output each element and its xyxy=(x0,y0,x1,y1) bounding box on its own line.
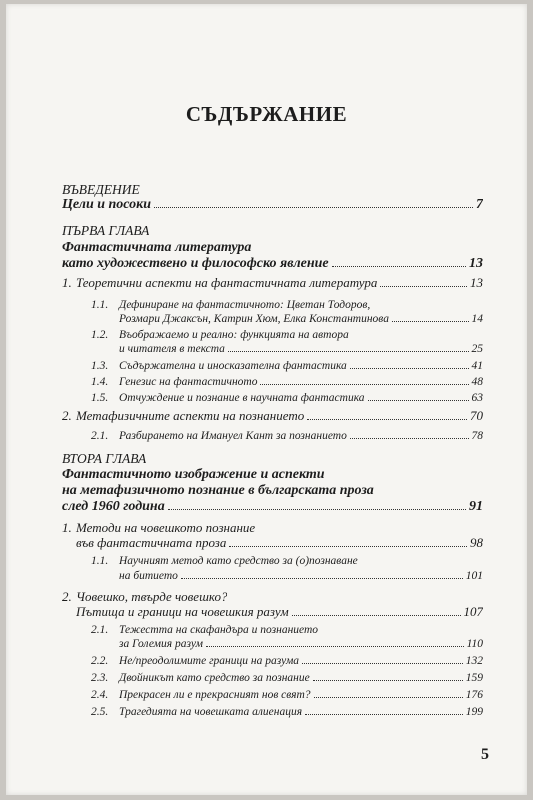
toc-page-number: 13 xyxy=(469,256,483,271)
toc-item-number: 1.5. xyxy=(91,392,109,404)
toc-entry-title: Генезис на фантастичното xyxy=(119,376,258,388)
dot-leader xyxy=(368,399,469,401)
toc-entry-title: Прекрасен ли е прекрасният нов свят? xyxy=(119,689,311,701)
toc-entry-title: 1. Методи на човешкото познание xyxy=(62,520,256,535)
toc-entry xyxy=(91,687,483,703)
toc-entry xyxy=(91,704,483,720)
toc-entry xyxy=(62,197,483,213)
toc-entry-title: Фантастичната литература xyxy=(62,240,252,255)
toc-entry xyxy=(62,499,483,515)
toc-entry xyxy=(91,374,483,390)
toc-entry xyxy=(76,535,483,551)
toc-item-number: 1.3. xyxy=(91,360,109,372)
toc-entry-title: Цели и посоки xyxy=(62,197,152,212)
dot-leader xyxy=(181,577,463,579)
toc-entry-title: Теоретични аспекти на фантастичната литература xyxy=(76,275,378,290)
dot-leader xyxy=(380,285,467,287)
toc-page-number: 107 xyxy=(463,604,483,619)
toc-page-number: 70 xyxy=(470,408,483,423)
toc-page-number: 159 xyxy=(465,672,483,684)
toc-entry-title: за Големия разум xyxy=(119,638,204,650)
toc-item-number: 2.3. xyxy=(91,672,109,684)
toc-entry-title: Не/преодолимите граници на разума xyxy=(119,655,300,667)
toc-page-number: 176 xyxy=(465,689,483,701)
toc-entry xyxy=(62,275,483,291)
dot-leader xyxy=(350,367,469,369)
dot-leader xyxy=(229,545,467,547)
dot-leader xyxy=(305,713,463,715)
toc-entry-title: Отчуждение и познание в научната фантастика xyxy=(119,392,365,404)
toc-page-number: 63 xyxy=(471,392,483,404)
dot-leader xyxy=(332,265,466,267)
toc-page-number: 98 xyxy=(470,535,483,550)
dot-leader xyxy=(313,679,463,681)
toc-item-number: 2.2. xyxy=(91,655,109,667)
section-label-chapter-one: ПЪРВА ГЛАВА xyxy=(62,223,150,238)
toc-entry xyxy=(76,604,483,620)
toc-entry-title: Фантастичното изображение и аспекти xyxy=(62,467,325,482)
toc-entry xyxy=(119,341,483,357)
toc-item-number: 2. xyxy=(62,408,72,423)
section-label-chapter-two: ВТОРА ГЛАВА xyxy=(62,451,147,466)
toc-page-number: 13 xyxy=(470,275,483,290)
toc-entry-title: Розмари Джаксън, Катрин Хюм, Елка Константинова xyxy=(119,313,389,325)
toc-entry-title: Метафизичните аспекти на познанието xyxy=(76,408,305,423)
toc-entry xyxy=(91,428,483,444)
toc-item-number: 1.2. xyxy=(91,329,109,341)
dot-leader xyxy=(392,320,469,322)
toc-entry-title: Пътища и граници на човешкия разум xyxy=(76,604,289,619)
toc-entry-title: като художествено и философско явление xyxy=(62,256,329,271)
toc-page-number: 48 xyxy=(471,376,483,388)
toc-entry-title: 1.1. Научният метод като средство за (о)познаване xyxy=(91,555,358,567)
toc-entry xyxy=(91,358,483,374)
toc-entry xyxy=(119,311,483,327)
dot-leader xyxy=(350,437,469,439)
toc-entry-title: 2.1. Тежестта на скафандъра и познанието xyxy=(91,624,319,636)
toc-entry xyxy=(119,568,483,584)
toc-page-number: 110 xyxy=(466,638,483,650)
toc-page-number: 199 xyxy=(465,706,483,718)
toc-entry-title: Двойникът като средство за познание xyxy=(119,672,310,684)
dot-leader xyxy=(260,383,468,385)
toc-entry-title: Съдържателна и иносказателна фантастика xyxy=(119,360,347,372)
toc-entry-title: 2. Човешко, твърде човешко? xyxy=(62,589,228,604)
toc-item-number: 1.1. xyxy=(91,299,109,311)
toc-page-number: 41 xyxy=(471,360,483,372)
toc-entry-title: Трагедията на човешката алиенация xyxy=(119,706,303,718)
dot-leader xyxy=(206,645,464,647)
toc-entry xyxy=(62,256,483,272)
toc-item-number: 2.5. xyxy=(91,706,109,718)
dot-leader xyxy=(314,696,463,698)
toc-entry xyxy=(91,390,483,406)
toc-item-number: 1.1. xyxy=(91,555,109,567)
toc-entry xyxy=(119,636,483,652)
toc-page-number: 14 xyxy=(471,313,483,325)
section-label-intro: ВЪВЕДЕНИЕ xyxy=(62,182,140,197)
page-title: СЪДЪРЖАНИЕ xyxy=(185,102,348,126)
dot-leader xyxy=(302,662,463,664)
toc-entry-title: на метафизичното познание в българската проза xyxy=(62,483,374,498)
dot-leader xyxy=(168,508,466,510)
document-page xyxy=(6,4,527,795)
toc-entry-title: 1.2. Въображаемо и реално: функцията на автора xyxy=(91,329,349,341)
toc-item-number: 2.1. xyxy=(91,624,109,636)
page-number: 5 xyxy=(481,746,489,763)
toc-entry-title: след 1960 година xyxy=(62,499,165,514)
dot-leader xyxy=(154,206,473,208)
toc-entry xyxy=(91,653,483,669)
toc-entry-title: във фантастичната проза xyxy=(76,535,227,550)
toc-page-number: 78 xyxy=(471,430,483,442)
toc-entry-title: Разбирането на Имануел Кант за познанието xyxy=(119,430,347,442)
toc-entry xyxy=(62,408,483,424)
toc-page-number: 132 xyxy=(465,655,483,667)
toc-entry-title: на битието xyxy=(119,570,178,582)
dot-leader xyxy=(307,418,467,420)
toc-entry-title: и читателя в текста xyxy=(119,343,225,355)
toc-item-number: 1. xyxy=(62,520,72,535)
toc-page-number: 101 xyxy=(465,570,483,582)
toc-entry-title: 1.1. Дефиниране на фантастичното: Цветан Тодоров, xyxy=(91,299,371,311)
toc-entry xyxy=(91,670,483,686)
dot-leader xyxy=(228,350,469,352)
toc-item-number: 1. xyxy=(62,275,72,290)
toc-page-number: 91 xyxy=(469,499,483,514)
toc-item-number: 2. xyxy=(62,589,72,604)
dot-leader xyxy=(292,614,461,616)
toc-page-number: 7 xyxy=(476,197,483,212)
toc-item-number: 2.4. xyxy=(91,689,109,701)
toc-item-number: 1.4. xyxy=(91,376,109,388)
toc-item-number: 2.1. xyxy=(91,430,109,442)
toc-page-number: 25 xyxy=(471,343,483,355)
